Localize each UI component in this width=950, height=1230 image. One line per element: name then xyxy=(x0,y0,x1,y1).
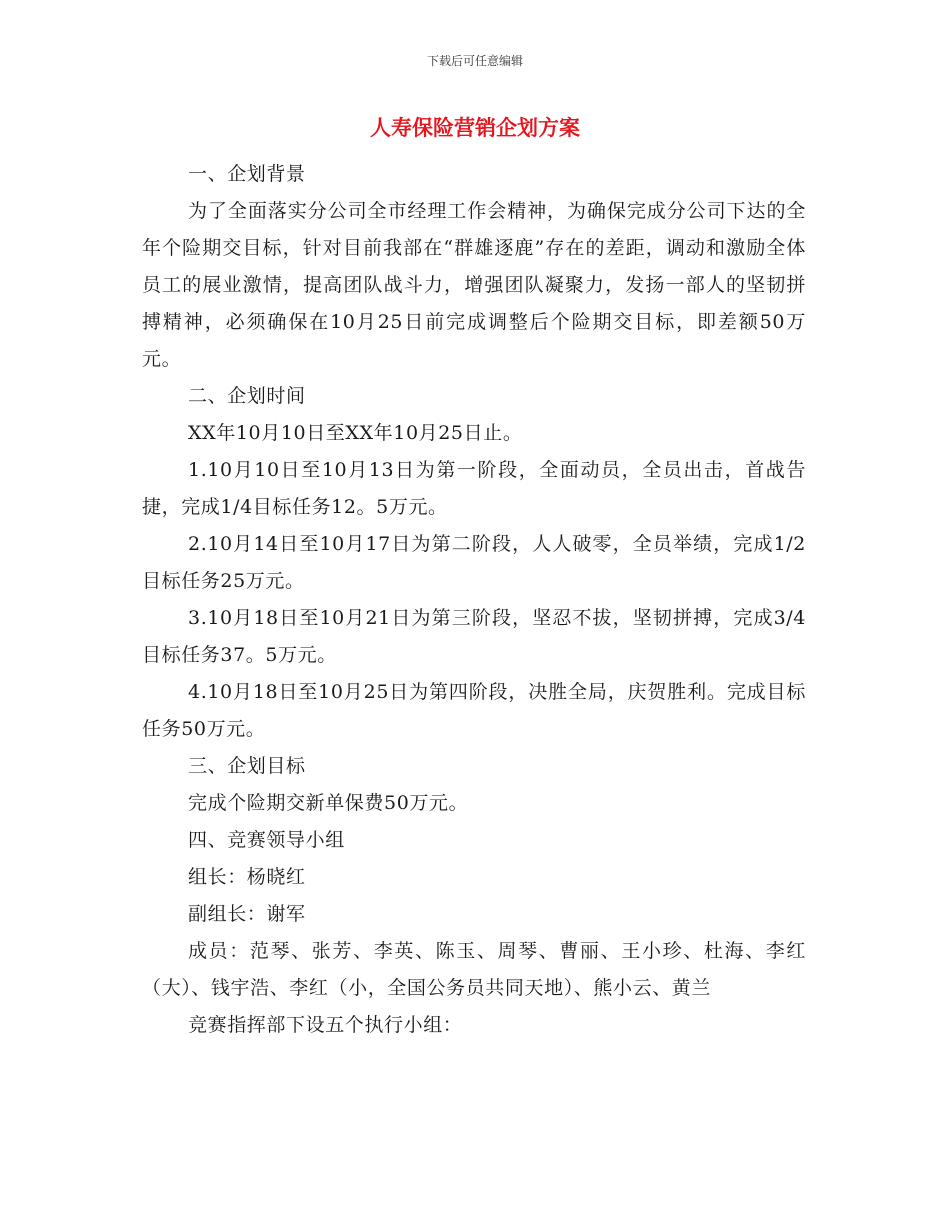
document-title: 人寿保险营销企划方案 xyxy=(370,116,580,140)
deputy-leader-paragraph: 副组长：谢军 xyxy=(188,903,306,925)
execution-groups-paragraph: 竞赛指挥部下设五个执行小组： xyxy=(188,1014,463,1036)
background-paragraph: 为了全面落实分公司全市经理工作会精神，为确保完成分公司下达的全年个险期交目标，针对目前我部在“群雄逐鹿”存在的差距，调动和激励全体员工的展业激情，提高团队战斗力，增强团队凝聚力，发扬一部人的坚韧拼搏精神，必须确保在10月25日前完成调整后个险期交目标，即差额50万元。 xyxy=(142,200,806,370)
stage-one-paragraph: 1.10月10日至10月13日为第一阶段，全面动员，全员出击，首战告捷，完成1/4目标任务12。5万元。 xyxy=(142,459,806,518)
page-header-note: 下载后可任意编辑 xyxy=(426,54,523,68)
section-heading-time: 二、企划时间 xyxy=(188,385,306,407)
section-heading-leadership: 四、竞赛领导小组 xyxy=(188,829,345,851)
document-body xyxy=(142,156,806,1044)
stage-two-paragraph: 2.10月14日至10月17日为第二阶段，人人破零，全员举绩，完成1/2目标任务25万元。 xyxy=(142,533,806,592)
goal-paragraph: 完成个险期交新单保费50万元。 xyxy=(188,792,469,814)
stage-four-paragraph: 4.10月18日至10月25日为第四阶段，决胜全局，庆贺胜利。完成目标任务50万元。 xyxy=(142,681,806,740)
stage-three-paragraph: 3.10月18日至10月21日为第三阶段，坚忍不拔，坚韧拼搏，完成3/4目标任务37。5万元。 xyxy=(142,607,806,666)
section-heading-background: 一、企划背景 xyxy=(188,163,306,185)
group-leader-paragraph: 组长：杨晓红 xyxy=(188,866,306,888)
time-range-paragraph: XX年10月10日至XX年10月25日止。 xyxy=(188,422,523,444)
section-heading-goal: 三、企划目标 xyxy=(188,755,306,777)
members-paragraph: 成员：范琴、张芳、李英、陈玉、周琴、曹丽、王小珍、杜海、李红（大）、钱宇浩、李红（小，全国公务员共同天地）、熊小云、黄兰 xyxy=(142,940,806,999)
